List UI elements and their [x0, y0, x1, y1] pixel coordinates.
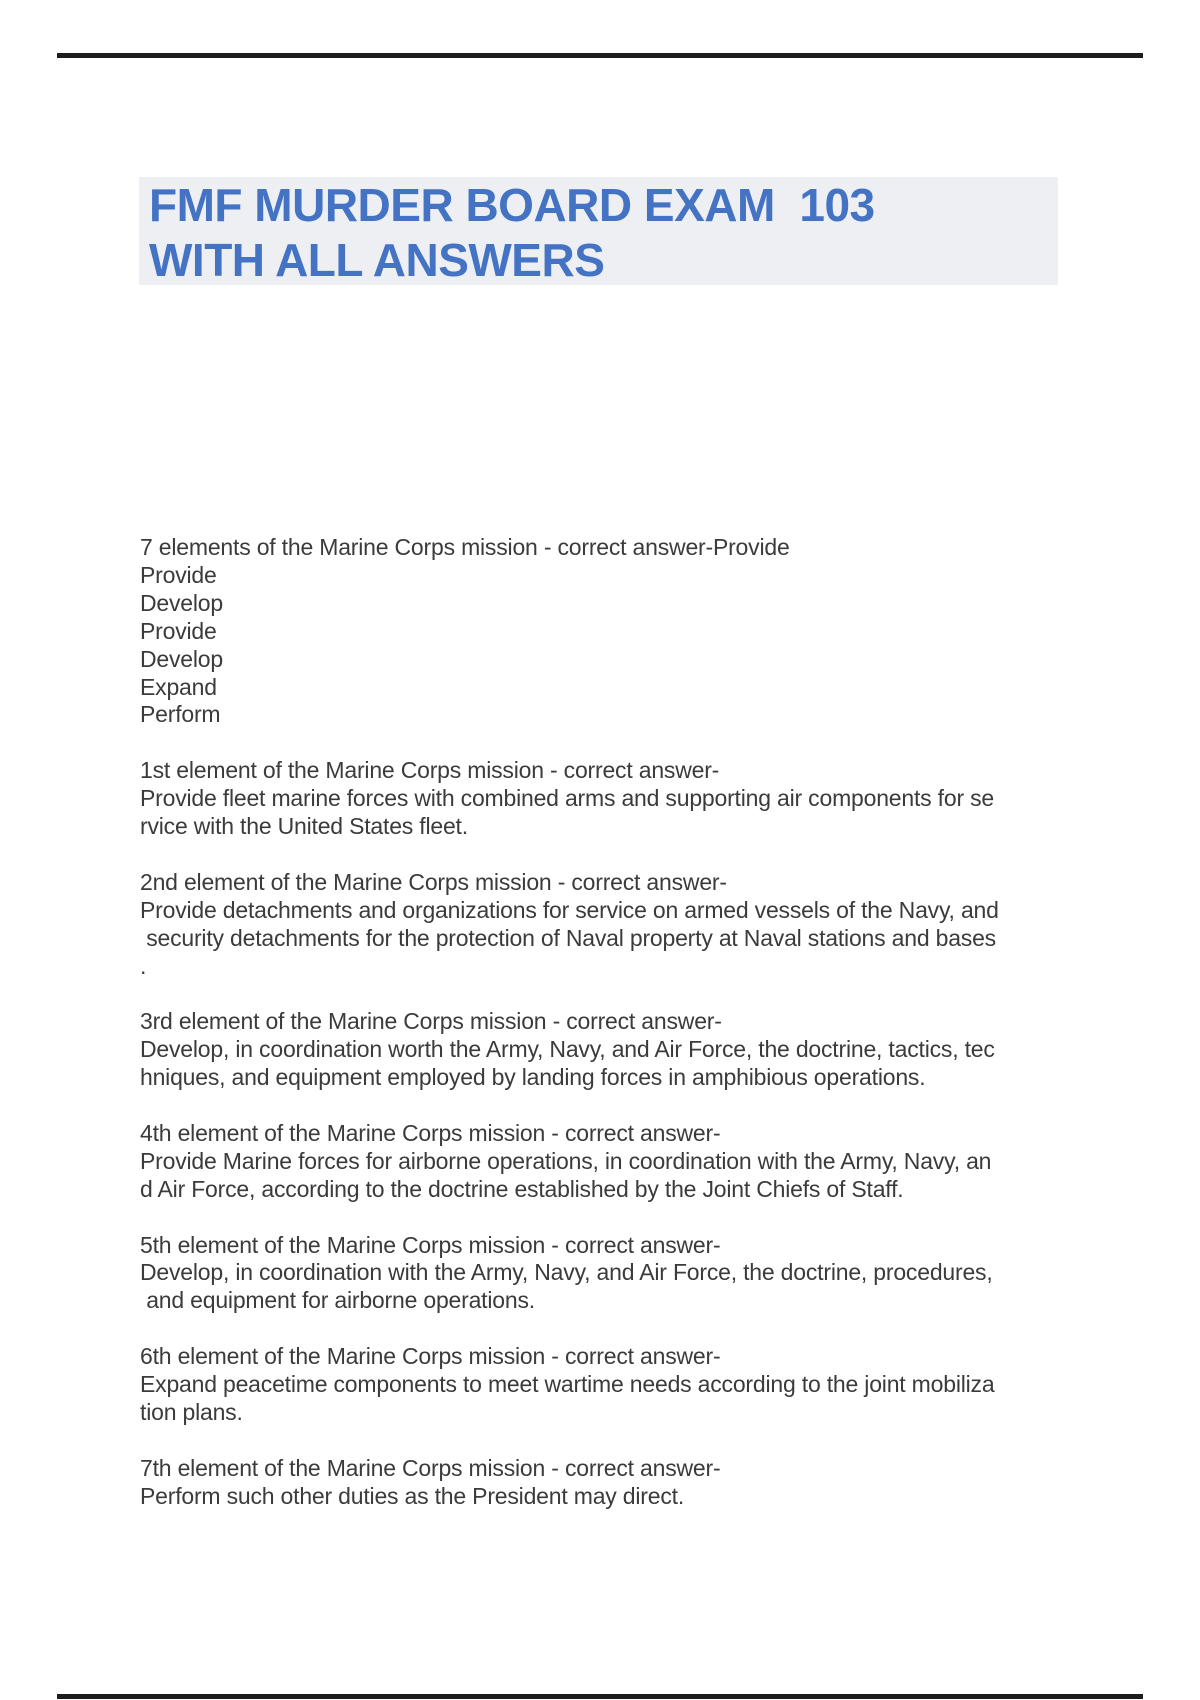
text-line: Develop, in coordination with the Army, Navy, and Air Force, the doctrine, procedures,: [140, 1259, 993, 1286]
text-line: Develop: [140, 645, 223, 672]
document-body: [140, 534, 1075, 1539]
text-line: Provide Marine forces for airborne operations, in coordination with the Army, Navy, an: [140, 1147, 992, 1174]
text-line: Develop, in coordination worth the Army, Navy, and Air Force, the doctrine, tactics, tec: [140, 1036, 995, 1063]
text-line: 2nd element of the Marine Corps mission - correct answer-: [140, 868, 727, 895]
footer-rule: [57, 1694, 1143, 1699]
text-line: 1st element of the Marine Corps mission - correct answer-: [140, 757, 720, 784]
text-line: Provide detachments and organizations for service on armed vessels of the Navy, and: [140, 896, 999, 923]
text-line: 7th element of the Marine Corps mission - correct answer-: [140, 1454, 721, 1481]
qa-block: [140, 869, 1075, 981]
text-line: security detachments for the protection of Naval property at Naval stations and bases: [140, 924, 996, 951]
text-line: Perform: [140, 701, 221, 728]
text-line: 7 elements of the Marine Corps mission - correct answer-Provide: [140, 534, 790, 560]
qa-block: [140, 757, 1075, 841]
text-line: .: [140, 952, 147, 979]
text-line: Perform such other duties as the President may direct.: [140, 1482, 685, 1509]
qa-block: [140, 1232, 1075, 1316]
text-line: and equipment for airborne operations.: [140, 1287, 535, 1314]
qa-block: [140, 1343, 1075, 1427]
qa-block: [140, 1120, 1075, 1204]
document-title-line-2: WITH ALL ANSWERS: [149, 234, 605, 286]
text-line: Expand: [140, 673, 217, 700]
text-line: 3rd element of the Marine Corps mission - correct answer-: [140, 1008, 722, 1035]
qa-block: [140, 1455, 1075, 1511]
qa-block: [140, 1008, 1075, 1092]
text-line: 6th element of the Marine Corps mission - correct answer-: [140, 1343, 721, 1370]
text-line: Develop: [140, 589, 223, 616]
text-line: 4th element of the Marine Corps mission - correct answer-: [140, 1119, 721, 1146]
title-block: [139, 177, 1058, 285]
text-line: Provide fleet marine forces with combined arms and supporting air components for se: [140, 785, 994, 812]
header-rule: [57, 53, 1143, 58]
text-line: hniques, and equipment employed by landing forces in amphibious operations.: [140, 1064, 926, 1091]
text-line: rvice with the United States fleet.: [140, 813, 468, 840]
text-line: Provide: [140, 561, 217, 588]
text-line: tion plans.: [140, 1399, 243, 1425]
document-title-line-1: FMF MURDER BOARD EXAM 103: [149, 179, 875, 231]
text-line: d Air Force, according to the doctrine established by the Joint Chiefs of Staff.: [140, 1175, 904, 1202]
text-line: 5th element of the Marine Corps mission - correct answer-: [140, 1231, 721, 1258]
qa-block: [140, 534, 1075, 729]
text-line: Provide: [140, 617, 217, 644]
text-line: Expand peacetime components to meet wartime needs according to the joint mobiliza: [140, 1371, 995, 1398]
